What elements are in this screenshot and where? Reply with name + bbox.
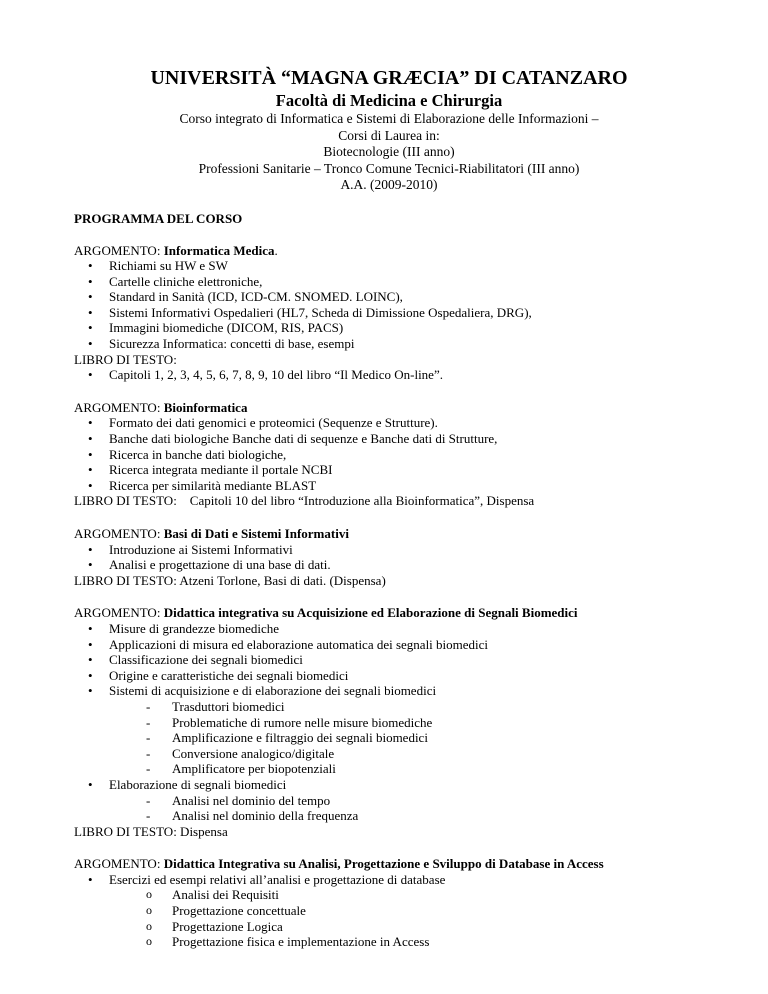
arg-title: Informatica Medica (163, 242, 275, 258)
course-line: Corso integrato di Informatica e Sistemi di Elaborazione delle Informazioni – (179, 111, 599, 126)
sub-list-item: - Amplificazione e filtraggio dei segnali biomedici (74, 730, 704, 746)
section-bioinformatica (74, 400, 704, 509)
sub-list-item: - Trasduttori biomedici (74, 699, 704, 715)
university-title: UNIVERSITÀ “MAGNA GRÆCIA” DI CATANZARO (150, 67, 628, 89)
list-item: • Elaborazione di segnali biomedici (74, 777, 704, 793)
program-title: PROGRAMMA DEL CORSO (74, 210, 243, 226)
list-item: • Richiami su HW e SW (74, 258, 704, 274)
sub-list-item: o Analisi dei Requisiti (74, 887, 704, 903)
course-line: Corsi di Laurea in: (338, 127, 440, 143)
list-item: • Esercizi ed esempi relativi all’analisi e progettazione di database (74, 872, 704, 888)
sub-list-item: o Progettazione Logica (74, 919, 704, 935)
list-item: • Sistemi Informativi Ospedalieri (HL7, Scheda di Dimissione Ospedaliera, DRG), (74, 305, 704, 321)
section-informatica-medica (74, 243, 704, 383)
list-item: • Cartelle cliniche elettroniche, (74, 274, 704, 290)
sub-list-item: - Amplificatore per biopotenziali (74, 761, 704, 777)
list-item: • Ricerca in banche dati biologiche, (74, 447, 704, 463)
arg-title: Didattica integrativa su Acquisizione ed Elaborazione di Segnali Biomedici (163, 605, 578, 621)
topic-list (74, 621, 704, 824)
section-segnali-biomedici (74, 605, 704, 839)
arg-title: Didattica Integrativa su Analisi, Progettazione e Sviluppo di Database in Access (163, 856, 604, 872)
section-heading (74, 400, 704, 416)
arg-prefix: ARGOMENTO: (74, 856, 164, 872)
arg-suffix: . (274, 242, 278, 258)
list-item: • Ricerca per similarità mediante BLAST (74, 478, 704, 494)
list-item: • Capitoli 1, 2, 3, 4, 5, 6, 7, 8, 9, 10 del libro “Il Medico On-line”. (74, 367, 704, 383)
list-item: • Standard in Sanità (ICD, ICD-CM. SNOMED. LOINC), (74, 289, 704, 305)
section-heading (74, 856, 704, 872)
sub-list-item: - Conversione analogico/digitale (74, 746, 704, 762)
list-item: • Banche dati biologiche Banche dati di sequenze e Banche dati di Strutture, (74, 431, 704, 447)
course-line: Biotecnologie (III anno) (323, 144, 455, 159)
arg-prefix: ARGOMENTO: (74, 526, 164, 541)
arg-prefix: ARGOMENTO: (74, 399, 164, 415)
arg-prefix: ARGOMENTO: (74, 242, 164, 258)
textbook-line: LIBRO DI TESTO: Atzeni Torlone, Basi di dati. (Dispensa) (74, 572, 386, 588)
section-heading (74, 243, 704, 259)
document-header (74, 66, 704, 194)
topic-list (74, 258, 704, 352)
sub-list-item: - Analisi nel dominio del tempo (74, 793, 704, 809)
sub-list-item: o Progettazione concettuale (74, 903, 704, 919)
section-heading (74, 605, 704, 621)
topic-list (74, 542, 704, 573)
topic-list (74, 872, 704, 950)
arg-prefix: ARGOMENTO: (74, 605, 164, 621)
document-page (74, 66, 704, 950)
list-item: • Introduzione ai Sistemi Informativi (74, 542, 704, 558)
section-basi-di-dati (74, 526, 704, 588)
list-item: • Immagini biomediche (DICOM, RIS, PACS) (74, 320, 704, 336)
list-item: • Misure di grandezze biomediche (74, 621, 704, 637)
sub-list-item: - Analisi nel dominio della frequenza (74, 808, 704, 824)
list-item: • Classificazione dei segnali biomedici (74, 652, 704, 668)
textbook-line: LIBRO DI TESTO: Dispensa (74, 823, 228, 839)
list-item: • Applicazioni di misura ed elaborazione automatica dei segnali biomedici (74, 637, 704, 653)
section-heading (74, 526, 704, 542)
sub-list-item: - Problematiche di rumore nelle misure biomediche (74, 715, 704, 731)
list-item: • Ricerca integrata mediante il portale NCBI (74, 462, 704, 478)
list-item: • Formato dei dati genomici e proteomici (Sequenze e Strutture). (74, 415, 704, 431)
course-line: Professioni Sanitarie – Tronco Comune Tecnici-Riabilitatori (III anno) (198, 160, 580, 176)
list-item: • Sicurezza Informatica: concetti di base, esempi (74, 336, 704, 352)
arg-title: Basi di Dati e Sistemi Informativi (163, 526, 349, 541)
textbook-line: LIBRO DI TESTO: Capitoli 10 del libro “Introduzione alla Bioinformatica”, Dispensa (74, 493, 535, 509)
textbook-list (74, 367, 704, 383)
academic-year: A.A. (2009-2010) (340, 177, 438, 192)
faculty-title: Facoltà di Medicina e Chirurgia (275, 91, 503, 110)
textbook-label: LIBRO DI TESTO: (74, 351, 177, 367)
topic-list (74, 415, 704, 493)
list-item: • Origine e caratteristiche dei segnali biomedici (74, 668, 704, 684)
list-item: • Sistemi di acquisizione e di elaborazione dei segnali biomedici (74, 683, 704, 699)
arg-title: Bioinformatica (163, 399, 248, 415)
list-item: • Analisi e progettazione di una base di dati. (74, 557, 704, 573)
section-database-access (74, 856, 704, 950)
sub-list-item: o Progettazione fisica e implementazione in Access (74, 934, 704, 950)
